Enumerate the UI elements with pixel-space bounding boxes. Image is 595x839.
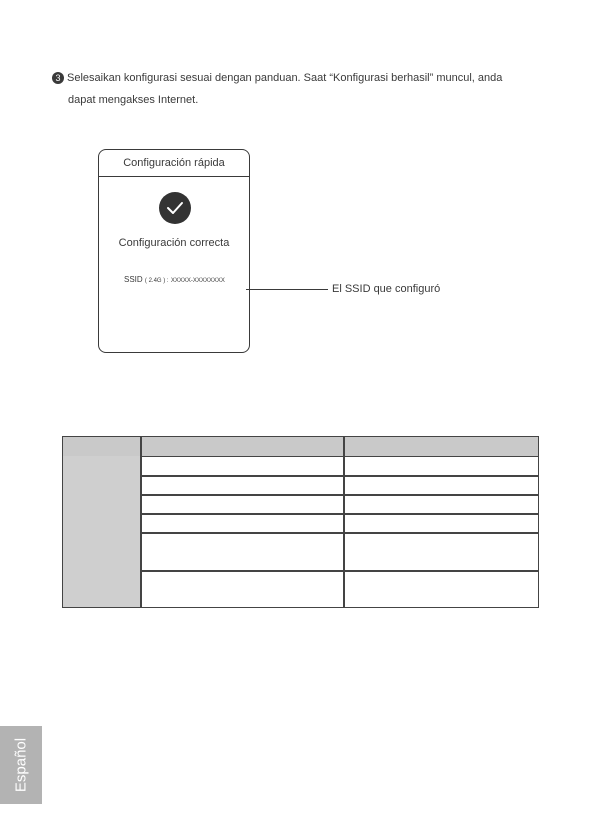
- instruction-line-1: Selesaikan konfigurasi sesuai dengan panduan. Saat “Konfigurasi berhasil” muncul, anda: [67, 72, 503, 84]
- table-row-divider: [140, 532, 538, 534]
- ssid-value: XXXXX-XXXXXXXX: [170, 278, 225, 284]
- ssid-line: [124, 275, 225, 284]
- table-merged-left-cell: [63, 456, 140, 607]
- success-message: Configuración correcta: [118, 237, 230, 249]
- table-column-divider: [343, 437, 345, 607]
- table-row-divider: [140, 513, 538, 515]
- table-row-divider: [140, 494, 538, 496]
- table-row-divider: [140, 570, 538, 572]
- instruction-step: [52, 67, 542, 111]
- checkmark-icon: [159, 192, 191, 224]
- instruction-line-2: dapat mengakses Internet.: [68, 94, 199, 106]
- language-side-tab: [0, 726, 42, 804]
- table-column-divider: [140, 437, 142, 607]
- table-row-divider: [140, 475, 538, 477]
- empty-table: [62, 436, 539, 608]
- language-label: Español: [12, 737, 30, 793]
- phone-screen-illustration: [98, 149, 250, 353]
- ssid-label: SSID: [124, 275, 143, 284]
- callout-line: [246, 289, 328, 290]
- callout-label: El SSID que configuró: [332, 283, 441, 295]
- table-header-row: [63, 437, 538, 457]
- ssid-band: ( 2.4G ) :: [144, 278, 169, 284]
- step-number-badge: 3: [52, 72, 64, 84]
- phone-screen-title: Configuración rápida: [99, 150, 249, 177]
